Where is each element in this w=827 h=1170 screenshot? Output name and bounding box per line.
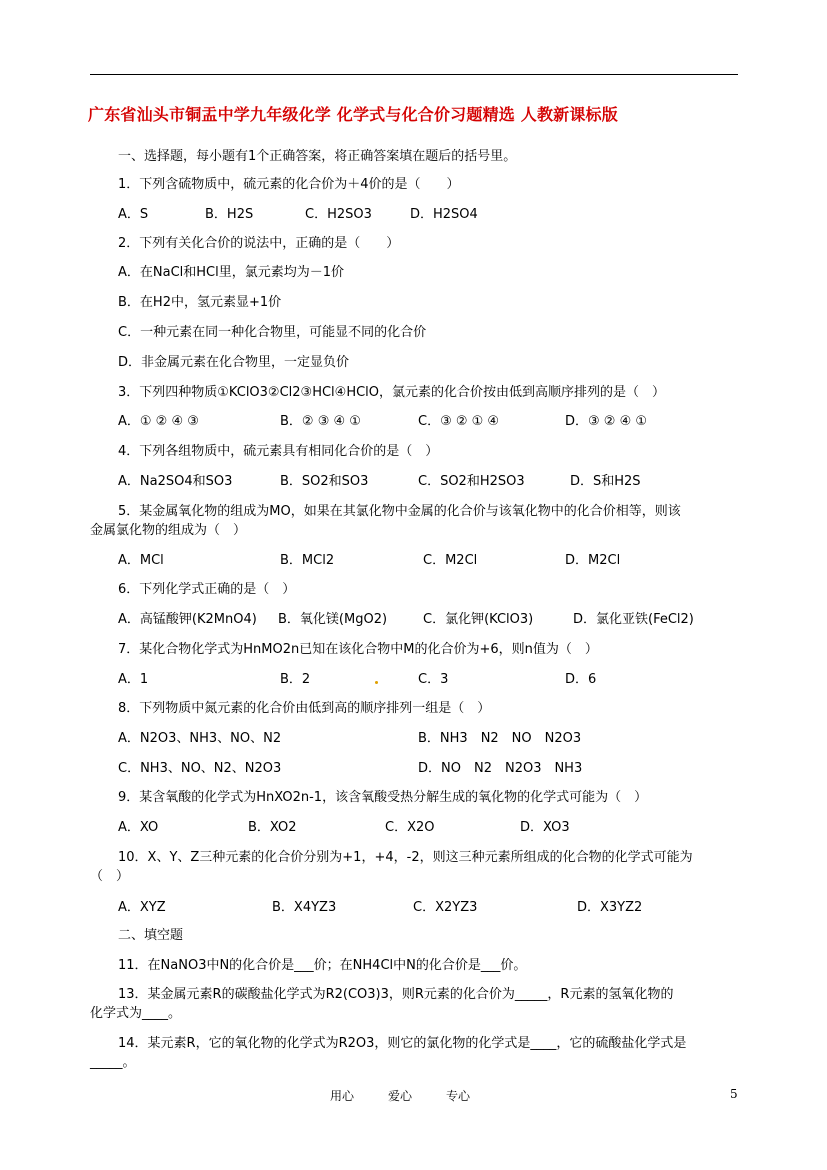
q3-option-d: D．③ ② ④ ① <box>565 414 648 429</box>
q2-option-d: D．非金属元素在化合物里，一定显负价 <box>118 355 350 370</box>
page-number: 5 <box>730 1087 738 1101</box>
q10-stem-line2: （ ） <box>90 869 130 884</box>
q8-stem: 8．下列物质中氮元素的化合价由低到高的顺序排列一组是（ ） <box>118 701 491 716</box>
q8-option-c: C．NH3、NO、N2、N2O3 <box>118 761 282 776</box>
q9-option-b: B．XO2 <box>248 820 297 835</box>
q6-option-c: C．氯化钾(KClO3) <box>423 612 534 627</box>
q10-option-a: A．XYZ <box>118 900 166 915</box>
q6-option-d: D．氯化亚铁(FeCl2) <box>573 612 694 627</box>
q7-option-b: B．2 <box>280 672 311 687</box>
q8-option-b: B．NH3 N2 NO N2O3 <box>418 731 582 746</box>
q9-option-a: A．XO <box>118 820 159 835</box>
q4-option-d: D．S和H2S <box>570 474 641 489</box>
q1-option-b: B．H2S <box>205 207 254 222</box>
section1-heading: 一、选择题，每小题有1个正确答案，将正确答案填在题后的括号里。 <box>118 149 517 164</box>
document-title: 广东省汕头市铜盂中学九年级化学 化学式与化合价习题精选 人教新课标版 <box>88 105 618 124</box>
q2-option-c: C．一种元素在同一种化合物里，可能显不同的化合价 <box>118 325 427 340</box>
q5-stem-line2: 金属氯化物的组成为（ ） <box>90 523 247 538</box>
q5-stem-line1: 5．某金属氧化物的组成为MO，如果在其氯化物中金属的化合价与该氧化物中的化合价相等，则该 <box>118 504 681 519</box>
q1-stem: 1．下列含硫物质中，硫元素的化合价为＋4价的是（ ） <box>118 177 460 192</box>
q8-option-d: D．NO N2 N2O3 NH3 <box>418 761 583 776</box>
q6-stem: 6．下列化学式正确的是（ ） <box>118 582 296 597</box>
q1-option-c: C．H2SO3 <box>305 207 372 222</box>
q11-text: 11．在NaNO3中N的化合价是___价；在NH4Cl中N的化合价是___价。 <box>118 958 527 973</box>
q14-line2: _____。 <box>90 1055 136 1070</box>
q3-stem: 3．下列四种物质①KClO3②Cl2③HCl④HClO，氯元素的化合价按由低到高顺序排列的是（ ） <box>118 385 666 400</box>
q4-option-c: C．SO2和H2SO3 <box>418 474 525 489</box>
q5-option-a: A．MCl <box>118 553 164 568</box>
q6-option-a: A．高锰酸钾(K2MnO4) <box>118 612 257 627</box>
q4-stem: 4．下列各组物质中，硫元素具有相同化合价的是（ ） <box>118 444 439 459</box>
section2-heading: 二、填空题 <box>118 928 184 943</box>
q3-option-a: A．① ② ④ ③ <box>118 414 199 429</box>
q10-option-d: D．X3YZ2 <box>577 900 643 915</box>
q7-stem: 7．某化合物化学式为HnMO2n已知在该化合物中M的化合价为+6，则n值为（ ） <box>118 642 598 657</box>
q14-line1: 14．某元素R，它的氧化物的化学式为R2O3，则它的氯化物的化学式是____，它的硫酸盐化学式是 <box>118 1036 687 1051</box>
q1-option-d: D．H2SO4 <box>410 207 478 222</box>
q13-line1: 13．某金属元素R的碳酸盐化学式为R2(CO3)3，则R元素的化合价为_____，R元素的氢氧化物的 <box>118 987 674 1002</box>
footer-word-2: 爱心 <box>388 1089 413 1103</box>
q9-option-d: D．XO3 <box>520 820 570 835</box>
q3-option-b: B．② ③ ④ ① <box>280 414 361 429</box>
q8-option-a: A．N2O3、NH3、NO、N2 <box>118 731 282 746</box>
q9-stem: 9．某含氧酸的化学式为HnXO2n-1，该含氧酸受热分解生成的氧化物的化学式可能为（ ） <box>118 790 648 805</box>
q7-option-d: D．6 <box>565 672 597 687</box>
q4-option-b: B．SO2和SO3 <box>280 474 369 489</box>
q2-stem: 2．下列有关化合价的说法中，正确的是（ ） <box>118 236 400 251</box>
q7-option-a: A．1 <box>118 672 149 687</box>
q2-option-b: B．在H2中，氢元素显+1价 <box>118 295 282 310</box>
q5-option-b: B．MCl2 <box>280 553 335 568</box>
q10-stem-line1: 10．X、Y、Z三种元素的化合价分别为+1，+4，-2，则这三种元素所组成的化合物的化学式可能为 <box>118 850 693 865</box>
q5-option-c: C．M2Cl <box>423 553 478 568</box>
q10-option-c: C．X2YZ3 <box>413 900 478 915</box>
header-rule <box>90 74 738 75</box>
q5-option-d: D．M2Cl <box>565 553 621 568</box>
q2-option-a: A．在NaCl和HCl里，氯元素均为－1价 <box>118 265 345 280</box>
q9-option-c: C．X2O <box>385 820 435 835</box>
q7-option-c: C．3 <box>418 672 449 687</box>
footer-word-3: 专心 <box>446 1089 471 1103</box>
q6-option-b: B．氧化镁(MgO2) <box>278 612 388 627</box>
footer-word-1: 用心 <box>330 1089 355 1103</box>
q13-line2: 化学式为____。 <box>90 1006 182 1021</box>
q3-option-c: C．③ ② ① ④ <box>418 414 500 429</box>
q4-option-a: A．Na2SO4和SO3 <box>118 474 233 489</box>
stray-dot <box>375 681 378 684</box>
q1-option-a: A．S <box>118 207 149 222</box>
q10-option-b: B．X4YZ3 <box>272 900 337 915</box>
